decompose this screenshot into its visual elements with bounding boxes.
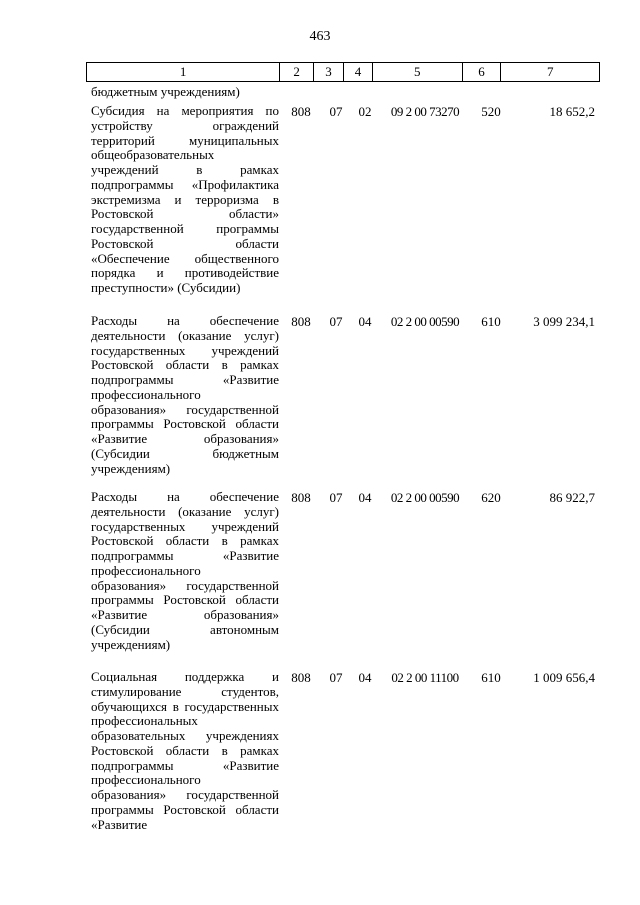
row-expense-type: 610 — [481, 670, 501, 685]
row-target: 02 2 00 00590 — [390, 314, 460, 329]
row-subsection: 04 — [358, 314, 372, 329]
row-subsection: 02 — [358, 104, 372, 119]
table-header — [86, 62, 600, 82]
header-col-6: 6 — [463, 63, 502, 81]
header-col-3: 3 — [314, 63, 344, 81]
header-col-4: 4 — [344, 63, 373, 81]
row-ministry: 808 — [291, 314, 311, 329]
header-col-1: 1 — [87, 63, 280, 81]
row-expense-type: 620 — [481, 490, 501, 505]
row-amount: 18 652,2 — [549, 104, 595, 119]
row-target: 02 2 00 00590 — [390, 490, 460, 505]
row-amount: 1 009 656,4 — [533, 670, 595, 685]
row-amount: 86 922,7 — [549, 490, 595, 505]
row-ministry: 808 — [291, 670, 311, 685]
page-number: 463 — [309, 29, 331, 44]
row-ministry: 808 — [291, 104, 311, 119]
row-target: 02 2 00 11100 — [391, 670, 459, 685]
header-col-7: 7 — [546, 64, 554, 79]
row-target: 09 2 00 73270 — [390, 104, 460, 119]
continuation-text: бюджетным учреждениям) — [91, 84, 240, 99]
row-subsection: 04 — [358, 670, 372, 685]
row-section: 07 — [329, 314, 343, 329]
row-description: Субсидия на мероприятия по устройству ограждений территорий муниципальных общеобразовательных учреждений в рамках подпрограммы «Профилактика экстремизма и терроризма в Ростовской области» государственной программы Ростовской области «Обеспечение общественного порядка и противодействие преступности» (Субсидии) — [91, 103, 279, 295]
row-expense-type: 520 — [481, 104, 501, 119]
row-description: Расходы на обеспечение деятельности (оказание услуг) государственных учреждений Ростовской области в рамках подпрограммы «Развитие профессионального образования» государственной программы Ростовской области «Развитие образования» (Субсидии автономным учреждениям) — [91, 489, 279, 652]
row-description: Социальная поддержка и стимулирование студентов, обучающихся в государственных профессиональных образовательных учреждениях Ростовской области в рамках подпрограммы «Развитие профессионального образования» государственной программы Ростовской области «Развитие — [91, 669, 279, 832]
row-expense-type: 610 — [481, 314, 501, 329]
row-section: 07 — [329, 490, 343, 505]
row-section: 07 — [329, 104, 343, 119]
header-col-5: 5 — [373, 63, 463, 81]
row-description: Расходы на обеспечение деятельности (оказание услуг) государственных учреждений Ростовской области в рамках подпрограммы «Развитие профессионального образования» государственной программы Ростовской области «Развитие образования» (Субсидии бюджетным учреждениям) — [91, 313, 279, 476]
header-col-2: 2 — [280, 63, 314, 81]
row-section: 07 — [329, 670, 343, 685]
row-amount: 3 099 234,1 — [533, 314, 595, 329]
row-subsection: 04 — [358, 490, 372, 505]
row-ministry: 808 — [291, 490, 311, 505]
